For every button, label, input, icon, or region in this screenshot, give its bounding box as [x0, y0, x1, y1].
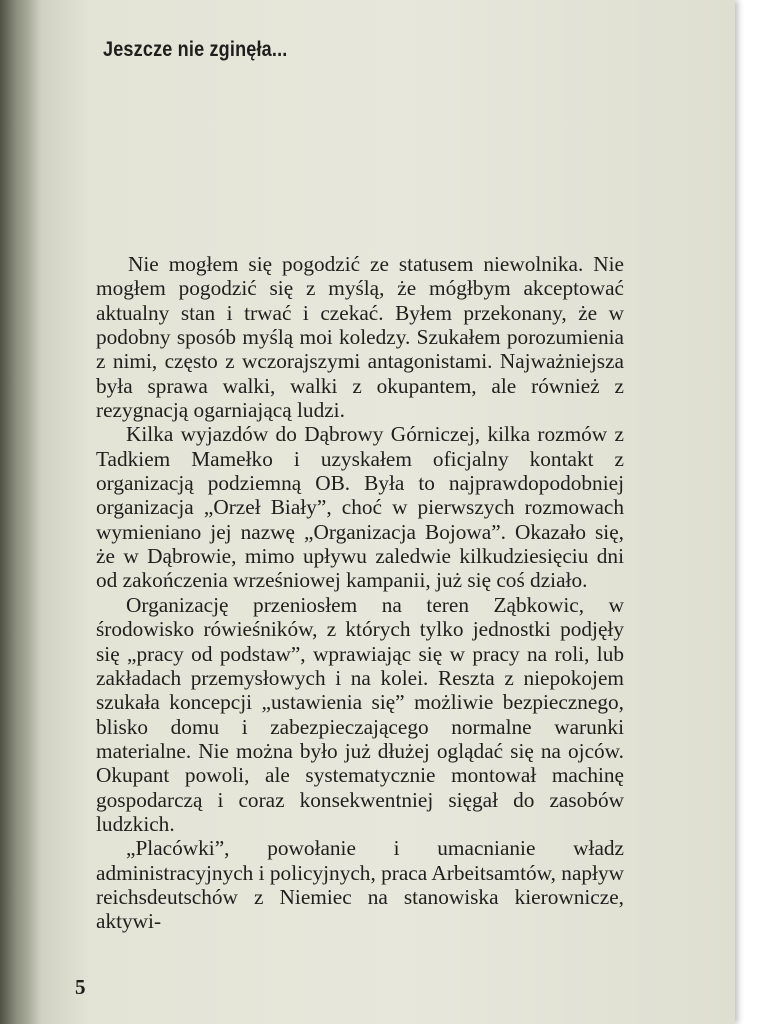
- paragraph: Nie mogłem się pogodzić ze statusem niewolnika. Nie mogłem pogodzić się z myślą, że mógłbym akceptować aktualny stan i trwać i czekać. Byłem przekonany, że w podobny sposób myślą moi koledzy. Szukałem porozumienia z nimi, często z wczorajszymi antagonistami. Najważniejsza była sprawa walki, walki z okupantem, ale również z rezygnacją ogarniającą ludzi.: [96, 252, 624, 423]
- page-number: 5: [75, 975, 86, 999]
- paragraph: „Placówki”, powołanie i umacnianie władz administracyjnych i policyjnych, praca Arbeitsamtów, napływ reichsdeutschów z Niemiec na stanowiska kierownicze, aktywi-: [96, 836, 624, 934]
- running-head: Jeszcze nie zginęła...: [103, 38, 288, 61]
- book-gutter-shadow: [0, 0, 42, 1024]
- body-text: [96, 252, 624, 934]
- paragraph: Kilka wyjazdów do Dąbrowy Górniczej, kilka rozmów z Tadkiem Mamełko i uzyskałem oficjalny kontakt z organizacją podziemną OB. Była to najprawdopodobniej organizacja „Orzeł Biały”, choć w pierwszych rozmowach wymieniano jej nazwę „Organizacja Bojowa”. Okazało się, że w Dąbrowie, mimo upływu zaledwie kilkudziesięciu dni od zakończenia wrześniowej kampanii, już się coś działo.: [96, 422, 624, 593]
- paragraph: Organizację przeniosłem na teren Ząbkowic, w środowisko rówieśników, z których tylko jednostki podjęły się „pracy od podstaw”, wprawiając się w pracy na roli, lub zakładach przemysłowych i na kolei. Reszta z niepokojem szukała koncepcji „ustawienia się” możliwie bezpiecznego, blisko domu i zabezpieczającego normalne warunki materialne. Nie można było już dłużej oglądać się na ojców. Okupant powoli, ale systematycznie montował machinę gospodarczą i coraz konsekwentniej sięgał do zasobów ludzkich.: [96, 592, 624, 836]
